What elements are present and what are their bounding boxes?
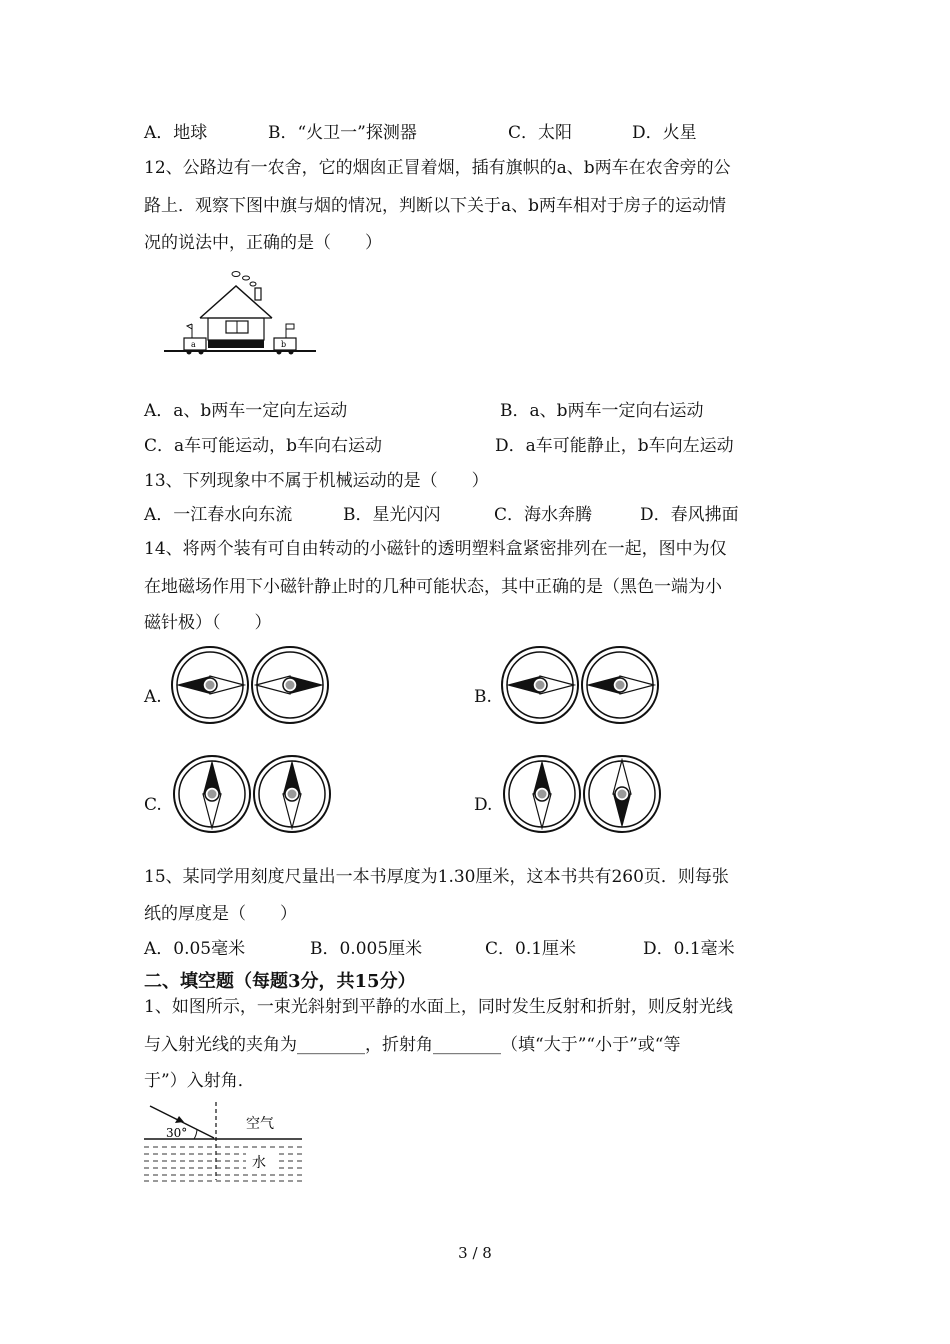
air-label: 空气 xyxy=(246,1116,274,1132)
q12-stem-line-1: 12、公路边有一农舍，它的烟囱正冒着烟，插有旗帜的a、b两车在农舍旁的公 xyxy=(144,158,731,178)
s2-q1-line-1: 1、如图所示，一束光斜射到平静的水面上，同时发生反射和折射，则反射光线 xyxy=(144,997,733,1017)
q14-option-a-label: A. xyxy=(144,687,162,707)
q15-option-d: D．0.1毫米 xyxy=(643,939,735,959)
q15-option-a: A．0.05毫米 xyxy=(144,939,246,959)
q13-stem: 13、下列现象中不属于机械运动的是（ ） xyxy=(144,471,489,491)
q14-option-c-label: C. xyxy=(144,795,162,815)
q12-option-b: B．a、b两车一定向右运动 xyxy=(500,401,704,421)
section-2-heading: 二、填空题（每题3分，共15分） xyxy=(144,971,416,992)
q12-option-a: A．a、b两车一定向左运动 xyxy=(144,401,348,421)
page-number: 3 / 8 xyxy=(458,1244,492,1262)
q14-compass-pair-b xyxy=(500,644,660,726)
q14-stem-line-1: 14、将两个装有可自由转动的小磁针的透明塑料盒紧密排列在一起，图中为仅 xyxy=(144,539,727,559)
angle-label: 30° xyxy=(166,1126,188,1140)
q12-option-c: C．a车可能运动，b车向右运动 xyxy=(144,436,383,456)
q14-compass-pair-d xyxy=(502,753,662,835)
s2-q1-light-refraction-figure xyxy=(142,1100,306,1184)
q13-option-b: B．星光闪闪 xyxy=(343,505,441,525)
q14-stem-line-2: 在地磁场作用下小磁针静止时的几种可能状态，其中正确的是（黑色一端为小 xyxy=(144,577,722,597)
q14-stem-line-3: 磁针极）（ ） xyxy=(144,613,272,633)
q15-option-c: C．0.1厘米 xyxy=(485,939,577,959)
car-a-label: a xyxy=(191,340,196,349)
q13-option-a: A．一江春水向东流 xyxy=(144,505,293,525)
s2-q1-line-2: 与入射光线的夹角为________，折射角________（填“大于”“小于”或“等 xyxy=(144,1035,681,1055)
q15-stem-line-2: 纸的厚度是（ ） xyxy=(144,904,297,924)
q14-compass-pair-a xyxy=(170,644,330,726)
s2-q1-line-3: 于”）入射角． xyxy=(144,1071,255,1091)
q15-stem-line-1: 15、某同学用刻度尺量出一本书厚度为1.30厘米，这本书共有260页．则每张 xyxy=(144,867,729,887)
q13-option-c: C．海水奔腾 xyxy=(494,505,593,525)
q14-compass-pair-c xyxy=(172,753,332,835)
q12-option-d: D．a车可能静止，b车向左运动 xyxy=(495,436,734,456)
q14-option-b-label: B. xyxy=(474,687,492,707)
q15-option-b: B．0.005厘米 xyxy=(310,939,423,959)
q11-option-d: D．火星 xyxy=(632,123,697,143)
q12-stem-line-2: 路上．观察下图中旗与烟的情况，判断以下关于a、b两车相对于房子的运动情 xyxy=(144,196,727,216)
q11-option-b: B．“火卫一”探测器 xyxy=(268,123,417,143)
q14-option-d-label: D. xyxy=(474,795,493,815)
q11-option-c: C．太阳 xyxy=(508,123,573,143)
q13-option-d: D．春风拂面 xyxy=(640,505,739,525)
water-label: 水 xyxy=(252,1155,266,1171)
q12-house-figure xyxy=(160,266,320,366)
q11-option-a: A．地球 xyxy=(144,123,208,143)
q12-stem-line-3: 况的说法中，正确的是（ ） xyxy=(144,233,382,253)
car-b-label: b xyxy=(281,340,287,349)
